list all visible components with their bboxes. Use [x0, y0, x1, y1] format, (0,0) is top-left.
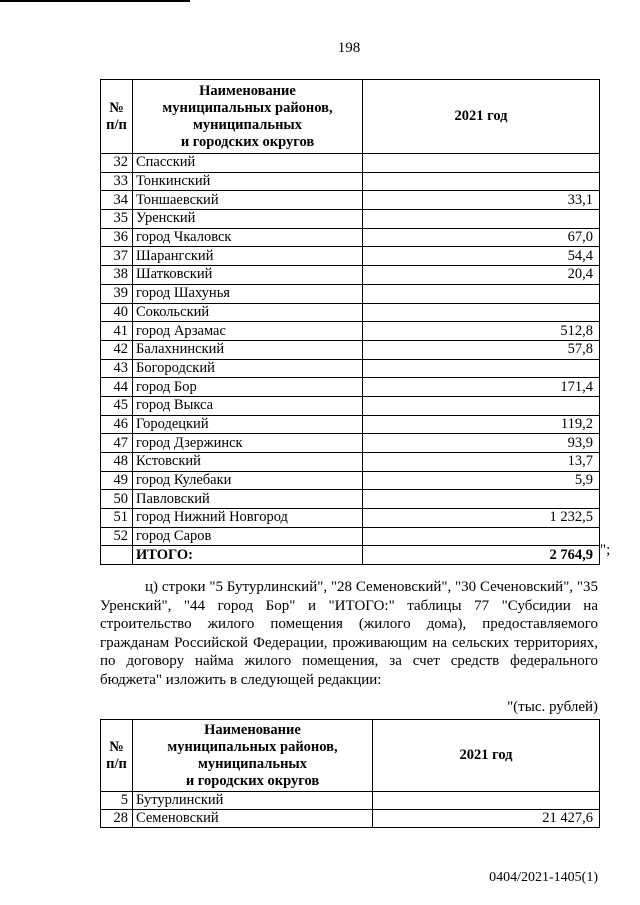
row-number-cell: 36 — [101, 228, 133, 247]
row-number-cell: 46 — [101, 415, 133, 434]
value-cell — [373, 792, 600, 810]
subsidy-table-main — [100, 79, 600, 565]
table-row — [101, 359, 600, 378]
table-row — [101, 154, 600, 173]
value-cell: 13,7 — [363, 453, 600, 472]
district-name-cell: Балахнинский — [133, 340, 363, 359]
row-number-cell: 44 — [101, 378, 133, 397]
row-number-cell: 39 — [101, 284, 133, 303]
district-name-cell: Тонкинский — [133, 172, 363, 191]
value-cell — [363, 527, 600, 546]
value-cell: 119,2 — [363, 415, 600, 434]
value-cell: 5,9 — [363, 471, 600, 490]
header-number: № п/п — [101, 720, 133, 792]
value-cell: 21 427,6 — [373, 810, 600, 828]
header-name: Наименование муниципальных районов, муниципальных и городских округов — [133, 720, 373, 792]
district-name-cell: Тоншаевский — [133, 191, 363, 210]
table-row — [101, 378, 600, 397]
header-year: 2021 год — [373, 720, 600, 792]
value-cell — [363, 396, 600, 415]
table-row — [101, 210, 600, 229]
table-row — [101, 527, 600, 546]
row-number-cell: 49 — [101, 471, 133, 490]
district-name-cell: Семеновский — [133, 810, 373, 828]
value-cell: 54,4 — [363, 247, 600, 266]
row-number-cell: 40 — [101, 303, 133, 322]
row-number-cell: 50 — [101, 490, 133, 509]
table-row — [101, 266, 600, 285]
table-row — [101, 322, 600, 341]
value-cell: 512,8 — [363, 322, 600, 341]
unit-label: "(тыс. рублей) — [507, 699, 598, 715]
top-rule — [0, 0, 190, 2]
table-row — [101, 810, 600, 828]
table-row — [101, 490, 600, 509]
district-name-cell: Богородский — [133, 359, 363, 378]
value-cell: 171,4 — [363, 378, 600, 397]
district-name-cell: Сокольский — [133, 303, 363, 322]
table-row — [101, 396, 600, 415]
table-row — [101, 191, 600, 210]
value-cell — [363, 303, 600, 322]
header-name: Наименование муниципальных районов, муниципальных и городских округов — [133, 80, 363, 154]
district-name-cell: Кстовский — [133, 453, 363, 472]
header-number: № п/п — [101, 80, 133, 154]
row-number-cell: 37 — [101, 247, 133, 266]
value-cell — [363, 154, 600, 173]
row-number-cell: 45 — [101, 396, 133, 415]
row-number-cell: 48 — [101, 453, 133, 472]
row-number-cell: 5 — [101, 792, 133, 810]
district-name-cell: Шарангский — [133, 247, 363, 266]
table-row — [101, 303, 600, 322]
table-row — [101, 792, 600, 810]
row-number-cell: 51 — [101, 509, 133, 528]
document-code: 0404/2021-1405(1) — [489, 870, 598, 885]
district-name-cell: Бутурлинский — [133, 792, 373, 810]
table-row — [101, 509, 600, 528]
total-label: ИТОГО: — [133, 546, 363, 565]
row-number-cell: 42 — [101, 340, 133, 359]
table-row — [101, 340, 600, 359]
district-name-cell: город Кулебаки — [133, 471, 363, 490]
total-number-cell — [101, 546, 133, 565]
value-cell — [363, 210, 600, 229]
district-name-cell: город Дзержинск — [133, 434, 363, 453]
value-cell — [363, 284, 600, 303]
value-cell — [363, 359, 600, 378]
value-cell: 57,8 — [363, 340, 600, 359]
district-name-cell: Шатковский — [133, 266, 363, 285]
table-row — [101, 471, 600, 490]
value-cell: 93,9 — [363, 434, 600, 453]
amendment-paragraph: ц) строки "5 Бутурлинский", "28 Семеновский", "30 Сеченовский", "35 Уренский", "44 город Бор" и "ИТОГО:" таблицы 77 "Субсидии на строительство жилого помещения (жилого дома), предоставляемого гражданам Российской Федерации, проживающим на сельских территориях, по договору найма жилого помещения, за счет средств федерального бюджета" изложить в следующей редакции: — [100, 579, 598, 688]
row-number-cell: 35 — [101, 210, 133, 229]
row-number-cell: 32 — [101, 154, 133, 173]
district-name-cell: Уренский — [133, 210, 363, 229]
value-cell — [363, 490, 600, 509]
district-name-cell: город Арзамас — [133, 322, 363, 341]
district-name-cell: город Шахунья — [133, 284, 363, 303]
total-row — [101, 546, 600, 565]
row-number-cell: 47 — [101, 434, 133, 453]
district-name-cell: город Чкаловск — [133, 228, 363, 247]
row-number-cell: 41 — [101, 322, 133, 341]
page-number: 198 — [337, 40, 361, 56]
closing-quote: "; — [600, 542, 611, 558]
district-name-cell: город Саров — [133, 527, 363, 546]
district-name-cell: Спасский — [133, 154, 363, 173]
subsidy-table-revised — [100, 719, 600, 828]
total-value: 2 764,9 — [363, 546, 600, 565]
table-row — [101, 247, 600, 266]
table-row — [101, 453, 600, 472]
value-cell: 1 232,5 — [363, 509, 600, 528]
row-number-cell: 43 — [101, 359, 133, 378]
value-cell: 33,1 — [363, 191, 600, 210]
row-number-cell: 38 — [101, 266, 133, 285]
table-row — [101, 415, 600, 434]
header-year: 2021 год — [363, 80, 600, 154]
value-cell: 67,0 — [363, 228, 600, 247]
table-row — [101, 228, 600, 247]
district-name-cell: город Нижний Новгород — [133, 509, 363, 528]
row-number-cell: 33 — [101, 172, 133, 191]
district-name-cell: город Выкса — [133, 396, 363, 415]
table-row — [101, 434, 600, 453]
value-cell: 20,4 — [363, 266, 600, 285]
row-number-cell: 52 — [101, 527, 133, 546]
row-number-cell: 34 — [101, 191, 133, 210]
table-row — [101, 172, 600, 191]
value-cell — [363, 172, 600, 191]
row-number-cell: 28 — [101, 810, 133, 828]
district-name-cell: Городецкий — [133, 415, 363, 434]
table-row — [101, 284, 600, 303]
district-name-cell: город Бор — [133, 378, 363, 397]
district-name-cell: Павловский — [133, 490, 363, 509]
